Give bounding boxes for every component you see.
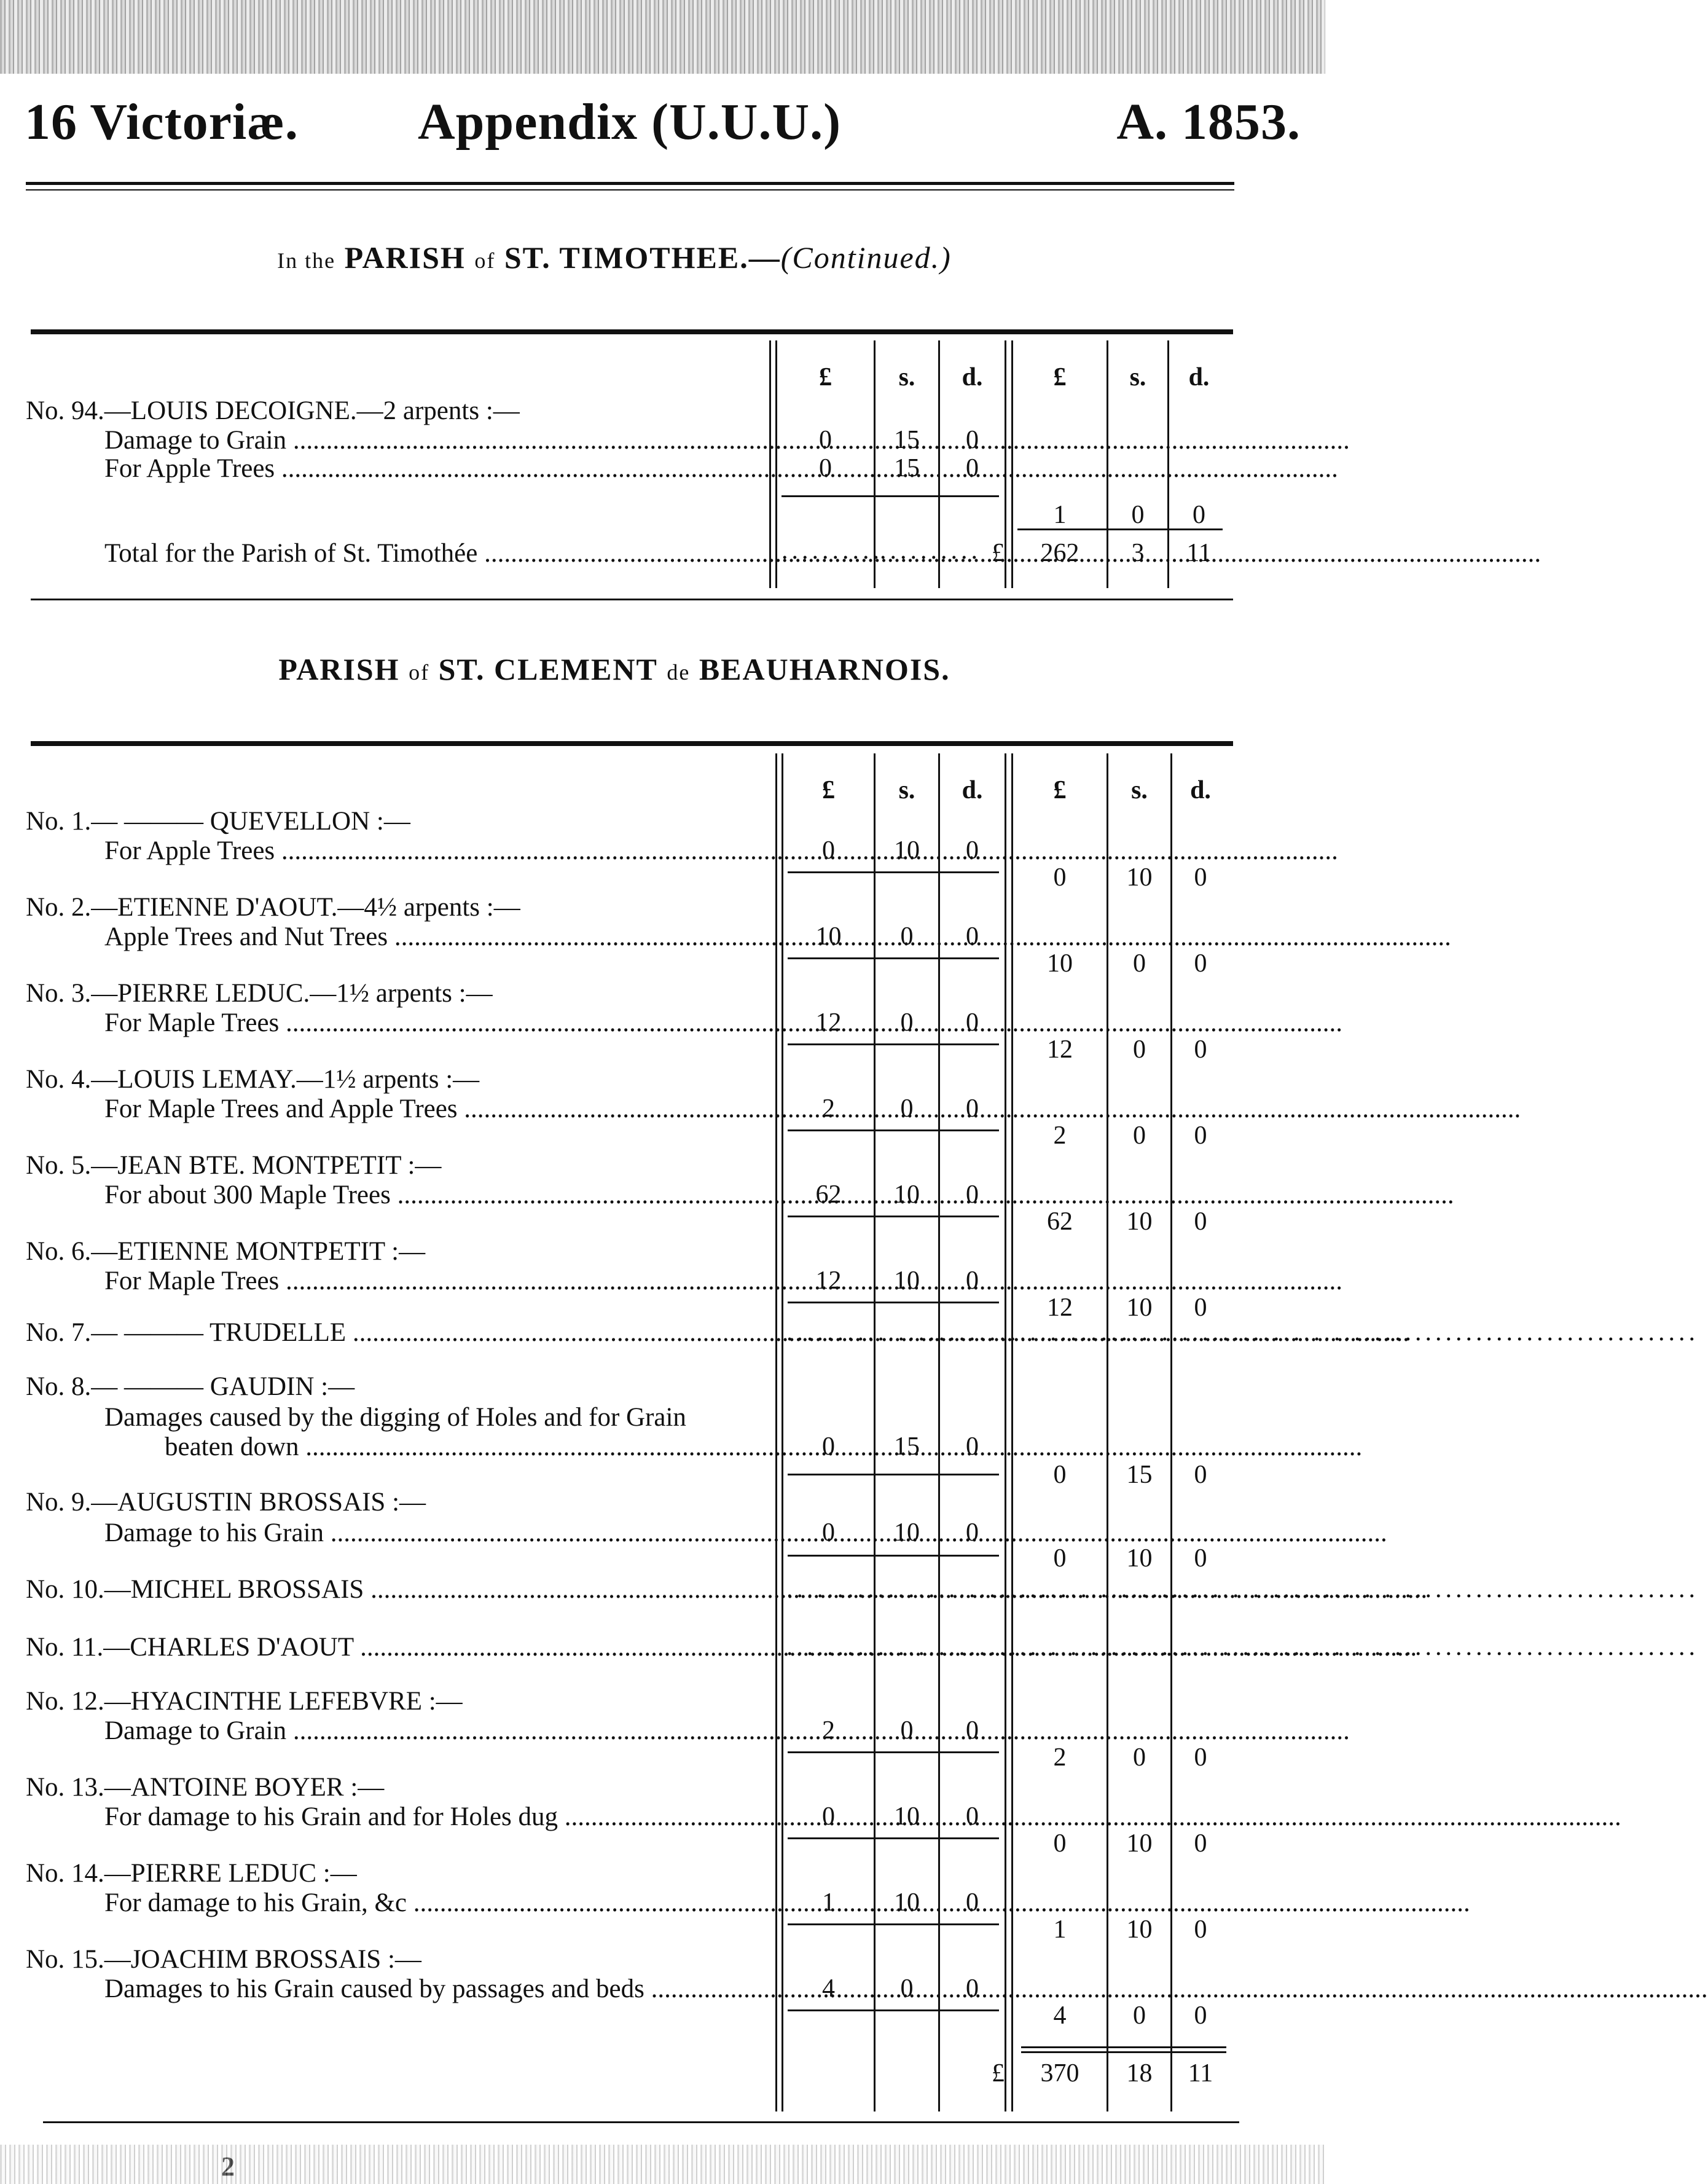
grand-total-shillings: 18 bbox=[1126, 2059, 1153, 2088]
subtotal-underline bbox=[788, 1751, 999, 1753]
entry-head bbox=[26, 1574, 775, 1605]
total-shillings: 10 bbox=[1126, 1544, 1153, 1573]
table1-top-rule bbox=[31, 329, 1233, 334]
dot-filler: .......... bbox=[782, 536, 883, 565]
grand-total-rule bbox=[1021, 2051, 1226, 2053]
dot-filler: .......................................................................................... bbox=[786, 1318, 1699, 1346]
entry-head: No. 5.—JEAN BTE. MONTPETIT :— bbox=[26, 1151, 442, 1180]
parish-total-pence: 11 bbox=[1186, 539, 1212, 567]
subtotal-underline bbox=[788, 1837, 999, 1839]
entry-item bbox=[165, 1432, 768, 1462]
amount-pounds: 4 bbox=[822, 1974, 835, 2003]
title-continued: (Continued.) bbox=[780, 240, 952, 275]
entry-head: No. 12.—HYACINTHE LEFEBVRE :— bbox=[26, 1687, 463, 1716]
parish-total-label: Total for the Parish of St. Timothée bbox=[104, 539, 478, 568]
entry-head-text: No. 11.—CHARLES D'AOUT bbox=[26, 1633, 354, 1662]
amount-pounds: 0 bbox=[822, 1802, 835, 1831]
amount-shillings: 0 bbox=[900, 1094, 914, 1123]
total-pence: 0 bbox=[1194, 1294, 1207, 1322]
grand-total-rule bbox=[1021, 2046, 1226, 2048]
entry-item-label: For damage to his Grain and for Holes dug bbox=[104, 1802, 558, 1831]
dot-filler: .......................................................................................... bbox=[786, 1575, 1699, 1603]
amount-shillings: 10 bbox=[894, 1888, 920, 1917]
subtotal-underline bbox=[788, 1043, 999, 1045]
col-head-pounds: £ bbox=[819, 363, 832, 391]
total-pence: 0 bbox=[1194, 1743, 1207, 1772]
entry-head: No. 94.—LOUIS DECOIGNE.—2 arpents :— bbox=[26, 396, 520, 425]
total-pounds: 0 bbox=[1053, 1544, 1067, 1573]
entry-item bbox=[104, 836, 768, 866]
entry-item-label: Damage to his Grain bbox=[104, 1518, 324, 1547]
total-pence: 0 bbox=[1194, 1915, 1207, 1944]
total-pounds: 12 bbox=[1047, 1035, 1073, 1064]
col-head-pence: d. bbox=[962, 776, 983, 804]
amount-shillings: 15 bbox=[894, 426, 920, 454]
col-head-total-pounds: £ bbox=[1053, 776, 1067, 804]
entry-item bbox=[104, 1974, 768, 2004]
entry-head bbox=[26, 1632, 775, 1662]
total-pounds: 62 bbox=[1047, 1208, 1073, 1236]
scan-noise-bottom bbox=[0, 2145, 1325, 2184]
subtotal-underline bbox=[788, 1216, 999, 1217]
amount-pence: 0 bbox=[966, 1094, 979, 1123]
title-de: de bbox=[667, 660, 691, 685]
amount-shillings: 15 bbox=[894, 454, 920, 482]
title-of: of bbox=[409, 660, 430, 685]
total-pounds: 0 bbox=[1053, 863, 1067, 892]
page-header bbox=[25, 92, 1301, 166]
amount-pence: 0 bbox=[966, 1518, 979, 1547]
amount-shillings: 10 bbox=[894, 836, 920, 865]
amount-shillings: 10 bbox=[894, 1267, 920, 1295]
header-appendix: Appendix (U.U.U.) bbox=[418, 93, 842, 151]
amount-pence: 0 bbox=[966, 1267, 979, 1295]
col-head-total-shillings: s. bbox=[1131, 776, 1148, 804]
subtotal-underline bbox=[788, 957, 999, 959]
parish-total-row bbox=[104, 538, 768, 568]
total-shillings: 0 bbox=[1133, 949, 1146, 978]
entry-item bbox=[104, 922, 768, 952]
total-pounds: 2 bbox=[1053, 1121, 1067, 1150]
table1-bottom-rule bbox=[31, 599, 1233, 600]
header-rule-thin bbox=[26, 189, 1234, 191]
subtotal-underline bbox=[788, 871, 999, 873]
amount-pence: 0 bbox=[966, 426, 979, 454]
total-pence: 0 bbox=[1194, 1461, 1207, 1489]
amount-pounds: 0 bbox=[822, 1518, 835, 1547]
entry-item bbox=[104, 1008, 768, 1038]
entry-item-label: Damage to Grain bbox=[104, 1716, 287, 1745]
amount-shillings: 10 bbox=[894, 1802, 920, 1831]
subtotal-underline bbox=[788, 1923, 999, 1925]
total-shillings: 10 bbox=[1126, 863, 1153, 892]
col-head-total-pence: d. bbox=[1188, 363, 1210, 391]
amount-pence: 0 bbox=[966, 1888, 979, 1917]
col-head-shillings: s. bbox=[898, 776, 915, 804]
entry-head: No. 8.— ——— GAUDIN :— bbox=[26, 1372, 355, 1401]
total-pence: 0 bbox=[1194, 863, 1207, 892]
col-head-total-pounds: £ bbox=[1053, 363, 1067, 391]
entry-item-label: For Maple Trees bbox=[104, 1008, 280, 1037]
entry-item bbox=[104, 1180, 768, 1210]
entry-item-label: For damage to his Grain, &c bbox=[104, 1888, 407, 1917]
entry-item-label: Apple Trees and Nut Trees bbox=[104, 922, 388, 951]
total-pounds: 4 bbox=[1053, 2001, 1067, 2030]
pound-sign: £ bbox=[992, 2059, 1005, 2088]
amount-pence: 0 bbox=[966, 922, 979, 951]
entry-item bbox=[104, 1888, 768, 1918]
entry-head: No. 2.—ETIENNE D'AOUT.—4½ arpents :— bbox=[26, 893, 520, 922]
entry-item-label: For Apple Trees bbox=[104, 454, 275, 483]
amount-pence: 0 bbox=[966, 1008, 979, 1037]
subtotal-underline bbox=[788, 1474, 999, 1475]
entry-head: No. 15.—JOACHIM BROSSAIS :— bbox=[26, 1945, 421, 1974]
amount-pounds: 0 bbox=[822, 1432, 835, 1461]
amount-shillings: 0 bbox=[900, 1974, 914, 2003]
entry-head: No. 6.—ETIENNE MONTPETIT :— bbox=[26, 1237, 426, 1266]
entry-item bbox=[104, 1266, 768, 1296]
grand-total-pounds: 370 bbox=[1040, 2059, 1079, 2088]
dot-filler: .......................................................................................... bbox=[786, 1633, 1699, 1661]
entry-item bbox=[104, 1518, 768, 1548]
total-pence: 0 bbox=[1194, 1208, 1207, 1236]
total-pounds: 1 bbox=[1053, 501, 1067, 529]
parish-total-shillings: 3 bbox=[1131, 539, 1145, 567]
title-name: ST. CLEMENT bbox=[438, 652, 658, 686]
total-shillings: 0 bbox=[1133, 1743, 1146, 1772]
parish-total-pounds: 262 bbox=[1040, 539, 1079, 567]
title-main: PARISH bbox=[344, 240, 466, 275]
col-head-total-pence: d. bbox=[1190, 776, 1211, 804]
amount-shillings: 0 bbox=[900, 922, 914, 951]
entry-head: No. 1.— ——— QUEVELLON :— bbox=[26, 807, 410, 836]
amount-shillings: 10 bbox=[894, 1180, 920, 1209]
title-main: PARISH bbox=[278, 652, 400, 686]
col-head-pence: d. bbox=[962, 363, 983, 391]
section-title-st-clement bbox=[0, 651, 1229, 687]
amount-shillings: 0 bbox=[900, 1716, 914, 1745]
entry-head: No. 14.—PIERRE LEDUC :— bbox=[26, 1859, 357, 1888]
amount-pounds: 10 bbox=[815, 922, 842, 951]
amount-pence: 0 bbox=[966, 836, 979, 865]
entry-item-label: For Apple Trees bbox=[104, 836, 275, 865]
total-shillings: 15 bbox=[1126, 1461, 1153, 1489]
amount-pounds: 0 bbox=[819, 426, 832, 454]
footer-rule bbox=[43, 2121, 1239, 2123]
amount-shillings: 10 bbox=[894, 1518, 920, 1547]
entry-item bbox=[104, 1802, 768, 1832]
amount-pence: 0 bbox=[966, 1716, 979, 1745]
total-pounds: 0 bbox=[1053, 1461, 1067, 1489]
title-prefix: In the bbox=[277, 248, 336, 273]
amount-pence: 0 bbox=[966, 454, 979, 482]
entry-subtext: Damages caused by the digging of Holes and for Grain bbox=[104, 1403, 686, 1432]
col-head-total-shillings: s. bbox=[1129, 363, 1146, 391]
total-shillings: 0 bbox=[1133, 2001, 1146, 2030]
header-year: A. 1853. bbox=[1116, 93, 1301, 151]
amount-pounds: 12 bbox=[815, 1008, 842, 1037]
total-pounds: 1 bbox=[1053, 1915, 1067, 1944]
amount-pence: 0 bbox=[966, 1432, 979, 1461]
dot-filler: .......... bbox=[880, 536, 981, 565]
entry-item bbox=[104, 425, 768, 455]
title-end: BEAUHARNOIS. bbox=[699, 652, 950, 686]
entry-item-label: beaten down bbox=[165, 1432, 299, 1461]
entry-head: No. 13.—ANTOINE BOYER :— bbox=[26, 1773, 385, 1802]
entry-head bbox=[26, 1318, 775, 1348]
total-pence: 0 bbox=[1194, 1121, 1207, 1150]
amount-pence: 0 bbox=[966, 1802, 979, 1831]
entry-item-label: For about 300 Maple Trees bbox=[104, 1180, 391, 1209]
total-pence: 0 bbox=[1193, 501, 1205, 529]
total-underline bbox=[1017, 528, 1223, 530]
amount-pounds: 1 bbox=[822, 1888, 835, 1917]
amount-pence: 0 bbox=[966, 1974, 979, 2003]
entry-item bbox=[104, 1716, 768, 1746]
subtotal-underline bbox=[788, 1302, 999, 1303]
entry-item-label: Damage to Grain bbox=[104, 426, 287, 455]
amount-pounds: 0 bbox=[819, 454, 832, 482]
entry-head: No. 4.—LOUIS LEMAY.—1½ arpents :— bbox=[26, 1065, 480, 1094]
header-session: 16 Victoriæ. bbox=[25, 93, 299, 151]
total-pounds: 2 bbox=[1053, 1743, 1067, 1772]
total-shillings: 0 bbox=[1133, 1035, 1146, 1064]
total-shillings: 0 bbox=[1131, 501, 1145, 529]
entry-item-label: For Maple Trees bbox=[104, 1267, 280, 1295]
title-of: of bbox=[474, 248, 496, 273]
total-pence: 0 bbox=[1194, 1035, 1207, 1064]
entry-head: No. 3.—PIERRE LEDUC.—1½ arpents :— bbox=[26, 979, 493, 1008]
title-name: ST. TIMOTHEE.— bbox=[504, 240, 781, 275]
header-rule bbox=[26, 182, 1234, 185]
scan-noise-top bbox=[0, 0, 1325, 74]
entry-item bbox=[104, 1094, 768, 1124]
amount-shillings: 0 bbox=[900, 1008, 914, 1037]
amount-pounds: 0 bbox=[822, 836, 835, 865]
entry-item bbox=[104, 454, 768, 484]
total-pence: 0 bbox=[1194, 2001, 1207, 2030]
entry-item-label: For Maple Trees and Apple Trees bbox=[104, 1094, 458, 1123]
total-pence: 0 bbox=[1194, 949, 1207, 978]
total-shillings: 10 bbox=[1126, 1915, 1153, 1944]
total-pounds: 10 bbox=[1047, 949, 1073, 978]
amount-shillings: 15 bbox=[894, 1432, 920, 1461]
pound-sign: £ bbox=[992, 539, 1005, 567]
entry-head: No. 9.—AUGUSTIN BROSSAIS :— bbox=[26, 1488, 426, 1517]
amount-pounds: 2 bbox=[822, 1094, 835, 1123]
total-pounds: 0 bbox=[1053, 1829, 1067, 1858]
subtotal-underline bbox=[788, 2009, 999, 2011]
col-head-pounds: £ bbox=[822, 776, 835, 804]
subtotal-underline bbox=[788, 1129, 999, 1131]
amount-pence: 0 bbox=[966, 1180, 979, 1209]
grand-total-pence: 11 bbox=[1188, 2059, 1213, 2088]
subtotal-underline bbox=[788, 1555, 999, 1557]
table2-top-rule bbox=[31, 741, 1233, 746]
amount-pounds: 62 bbox=[815, 1180, 842, 1209]
amount-pounds: 2 bbox=[822, 1716, 835, 1745]
entry-item-label: Damages to his Grain caused by passages and beds bbox=[104, 1974, 644, 2003]
total-shillings: 10 bbox=[1126, 1208, 1153, 1236]
entry-head-text: No. 10.—MICHEL BROSSAIS bbox=[26, 1575, 364, 1604]
section-title-st-timothee bbox=[0, 240, 1229, 275]
total-shillings: 10 bbox=[1126, 1294, 1153, 1322]
page-number: 2 bbox=[221, 2151, 235, 2182]
total-pence: 0 bbox=[1194, 1544, 1207, 1573]
col-head-shillings: s. bbox=[898, 363, 915, 391]
total-shillings: 10 bbox=[1126, 1829, 1153, 1858]
entry-head-text: No. 7.— ——— TRUDELLE bbox=[26, 1318, 347, 1347]
total-pence: 0 bbox=[1194, 1829, 1207, 1858]
amount-pounds: 12 bbox=[815, 1267, 842, 1295]
total-shillings: 0 bbox=[1133, 1121, 1146, 1150]
subtotal-underline bbox=[782, 495, 999, 497]
total-pounds: 12 bbox=[1047, 1294, 1073, 1322]
